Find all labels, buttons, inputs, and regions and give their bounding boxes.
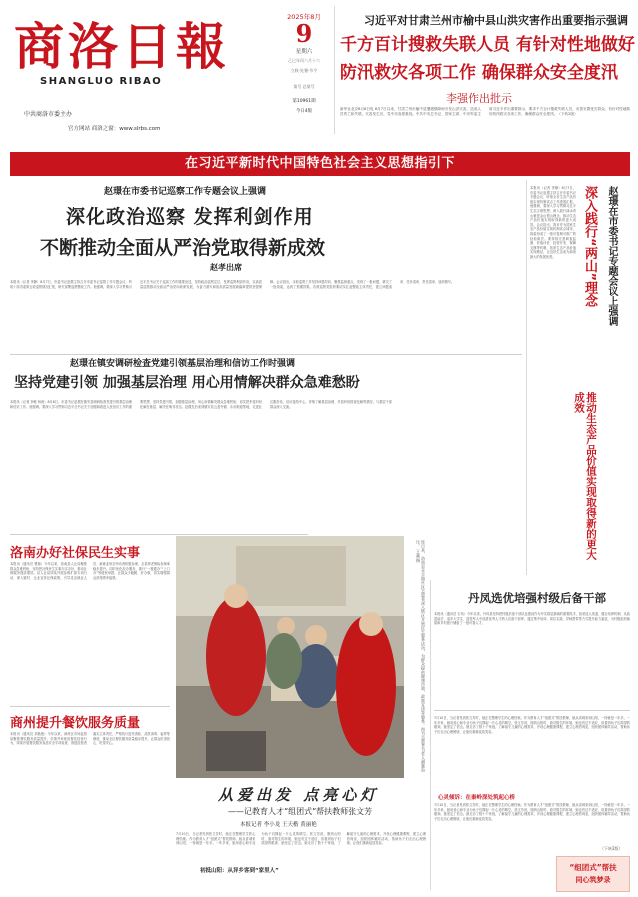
feature-poster-sub: 同心筑梦录 — [575, 876, 611, 884]
feature-headline[interactable]: 从爱出发 点亮心灯 — [218, 786, 380, 804]
banner-text: 在习近平新时代中国特色社会主义思想指引下 — [184, 156, 455, 171]
canyin-headline[interactable]: 商州提升餐饮服务质量 — [10, 716, 141, 731]
jiceng-headline[interactable]: 坚持党建引领 加强基层治理 用心用情解决群众急难愁盼 — [14, 375, 360, 391]
feature-continued: （下转2版） — [600, 846, 623, 851]
shequ-body: 本报讯（通讯员 曹瑞）今年以来，洛南县人社局聚焦群众急难愁盼，坚持把社保民生实事办实办好，推动社保服务提质增效。县人社局持续开展参保扩面专项行动，深入镇村、企业宣传社保政策，引导灵活就业人员、新就业形态劳动者积极参保，全县养老保险参保率稳步提升。同时优化经办服务，推行“一窗通办”“上门办”等便民举措，让群众少跑腿、好办事，切实增强群众获得感幸福感。 — [10, 562, 170, 580]
xunshi-headline-2[interactable]: 不断推动全面从严治党取得新成效 — [40, 237, 326, 259]
volunteer-photo-icon — [176, 536, 404, 778]
xunshi-kicker[interactable]: 赵璟在市委书记巡察工作专题会议上强调 — [104, 187, 267, 197]
top-story-kicker[interactable]: 习近平对甘肃兰州市榆中县山洪灾害作出重要指示强调 — [364, 14, 628, 27]
masthead-pinyin: SHANGLUO RIBAO — [40, 76, 163, 87]
edition-info-3: 今日4版 — [295, 109, 313, 114]
xunshi-body: 本报讯（记者 李静）8月7日，市委书记赵璟主持召开市委书记巡察工作专题会议，听取十届市委第五轮巡察情况汇报，研究部署巡察整改工作。他强调，要深入学习贯彻习近平总书记关于巡视工作的重要论述，坚持政治巡察定位，发挥巡察利剑作用，以高质量巡察推动全面从严治党向纵深发展，为奋力谱写商洛高质量发展新篇章提供坚强保障。会议指出，本轮巡察工作坚持问题导向，聚焦监督重点，发现了一批问题，移交了一批线索，达到了预期效果。各被巡察党组织要切实扛起整改主体责任，建立问题清单、任务清单、责任清单，逐项销号。 — [10, 280, 455, 289]
logo-seal-icon — [12, 18, 267, 72]
serial-number: 第10961期 — [292, 99, 316, 104]
top-story-headline-2[interactable]: 防汛救灾各项工作 确保群众安全度汛 — [340, 63, 618, 83]
feature-body-right-2: 7月10日，当记者见到张文芳时，她正在整理学生的心理档案。作为教育人才“组团式”帮扶教师，她从省城来到山阳，一待就是一年多。一年多来，她用爱心和专业为孩子们撑起一片心灵的晴空。张文芳说，刚到山阳时，面对陌生的环境，她也有过不适应，但看到孩子们渴望的眼神，她坚定了信念。她走访了数十个家庭，了解留守儿童的心理需求，开设心理健康课程，建立心理咨询室，组织团体辅导活动，帮助孩子们走出心理困境，让他们重新绽放笑容。 — [434, 803, 630, 821]
feature-poster-title: “组团式”帮扶 — [569, 863, 617, 872]
date-day: 9 — [295, 19, 313, 48]
lianghua-headline-1[interactable]: 深入践行“两山”理念 — [582, 186, 597, 308]
feature-body: 7月10日，当记者见到张文芳时，她正在整理学生的心理档案。作为教育人才“组团式”帮扶教师，她从省城来到山阳，一待就是一年多。一年多来，她用爱心和专业为孩子们撑起一片心灵的晴空。张文芳说，刚到山阳时，面对陌生的环境，她也有过不适应，但看到孩子们渴望的眼神，她坚定了信念。她走访了数十个家庭，了解留守儿童的心理需求，开设心理健康课程，建立心理咨询室，组织团体辅导活动，帮助孩子们走出心理困境，让他们重新绽放笑容。 — [176, 832, 426, 846]
feature-section-title-2: 心灵倾诉：在秦岭深处筑起心桥 — [438, 795, 516, 801]
feature-subhead: ——记教育人才“组团式”帮扶教师张文芳 — [228, 807, 373, 816]
masthead-logo — [12, 18, 267, 72]
edition-info-1: 立秋·处暑·节令 — [290, 68, 318, 73]
masthead-sponsor: 中共商洛市委主办 — [24, 111, 73, 118]
website-link[interactable]: 官方网站 商洛之窗：www.slrbs.com — [68, 126, 161, 132]
date-year-month: 2025年8月 — [287, 13, 321, 21]
banner-bar — [10, 152, 630, 176]
lianghua-headline-2[interactable]: 推动生态产品价值实现取得新的更大成效 — [573, 392, 597, 560]
ganbu-body: 本报讯（通讯员 石凤）今年以来，丹凤县坚持把村级后备干部队伍建设作为夯实基层基础的重要抓手，拓宽选人渠道，健全培养机制，从致富能手、返乡大学生、退役军人中选拔优秀人才纳入后备干部库，通过集中培训、岗位实践、导师帮带等方式提升能力素质，为村级组织换届和乡村振兴储备了一批可靠人才。 — [434, 612, 630, 626]
date-box — [277, 12, 331, 114]
ganbu-headline[interactable]: 丹凤选优培强村级后备干部 — [468, 591, 606, 605]
feature-body-right: 7月10日，当记者见到张文芳时，她正在整理学生的心理档案。作为教育人才“组团式”帮扶教师，她从省城来到山阳，一待就是一年多。一年多来，她用爱心和专业为孩子们撑起一片心灵的晴空。张文芳说，刚到山阳时，面对陌生的环境，她也有过不适应，但看到孩子们渴望的眼神，她坚定了信念。她走访了数十个家庭，了解留守儿童的心理需求，开设心理健康课程，建立心理咨询室，组织团体辅导活动，帮助孩子们走出心理困境，让他们重新绽放笑容。 — [434, 716, 630, 734]
feature-section-title-1: 初抵山阳：从异乡客到“家里人” — [200, 868, 279, 874]
edition-info-2: 第号 总第号 — [293, 84, 315, 89]
canyin-body: 本报讯（通讯员 刘艳艳）今年以来，商州区市场监管局聚焦餐饮服务质量提升，多措并举规范餐饮经营行为，持续开展餐饮服务食品安全专项检查，督促经营者落实主体责任，严格执行进货查验、清洗消毒、留样等制度，推动全区餐饮服务质量稳步提升，让群众吃得放心、吃得安心。 — [10, 732, 170, 746]
weekday: 星期六 — [295, 49, 313, 55]
lunar-date: 乙巳年闰六月十六 — [288, 58, 320, 63]
top-story-headline-1[interactable]: 千方百计搜救失联人员 有针对性地做好 — [340, 35, 635, 55]
top-story-body: 新华社北京8月8日电 8月7日以来，甘肃兰州市榆中县遭遇强降雨引发山洪灾害，造成人员伤亡和失联。灾害发生后，党中央高度重视。中共中央总书记、国家主席、中央军委主席习近平作出重要指示，要求千方百计搜救失联人员，妥善安置受灾群众，有针对性地做好防汛救灾各项工作，确保群众安全度汛。（下转2版） — [340, 107, 630, 116]
feature-byline: 本报记者 李小龙 王天楷 黄丽艳 — [240, 822, 317, 828]
lianghua-kicker[interactable]: 赵璟在市委书记专题会议上强调 — [606, 186, 617, 326]
xunshi-byline: 赵孝出席 — [210, 262, 242, 272]
svg-text:商洛日報: 商洛日報 — [14, 18, 230, 72]
jiceng-body: 本报讯（记者 李敏 杨涛）8月8日，市委书记赵璟在镇安县调研检查党建引领基层治理和信访工作。他强调，要深入学习贯彻习近平总书记关于加强和改进人民信访工作的重要思想，坚持党建引领，加强基层治理，用心用情解决群众急难愁盼，切实把矛盾纠纷化解在基层、解决在萌芽状态。赵璟先后来到镇安县云盖寺镇、永乐街道等地，走进社区服务站、信访接待中心，详细了解基层治理、矛盾纠纷排查化解等情况，与基层干部群众深入交流。 — [10, 400, 392, 409]
news-photo — [176, 536, 404, 778]
xunshi-headline-1[interactable]: 深化政治巡察 发挥利剑作用 — [66, 206, 314, 228]
lianghua-body: 本报讯（记者 李静）8月7日，市委书记赵璟主持召开市委书记专题会议，听取全市生态产品价值实现机制试点工作进展汇报。他强调，要深入学习贯彻习近平生态文明思想，深入践行绿水青山就是金山银山理念，推动生态产品价值实现取得新的更大成效。会议指出，我市作为国家生态产品价值实现机制试点城市，探索形成了一批可复制可推广的经验做法。要持续完善调查监测、价值评价、经营开发、保障支撑等机制，拓宽生态产品价值实现路径，让良好生态成为商洛最大的发展优势。 — [530, 186, 576, 259]
shequ-headline[interactable]: 洛南办好社保民生实事 — [10, 546, 141, 561]
jiceng-kicker[interactable]: 赵璟在镇安调研检查党建引领基层治理和信访工作时强调 — [70, 359, 296, 369]
feature-poster — [556, 856, 630, 892]
lianghua-headline[interactable] — [573, 186, 635, 566]
photo-caption: 连日来，洛南县永丰镇社区志愿者深入辖区开展民生服务活动，为群众提供健康咨询、政策宣讲等服务。图为志愿者为老人测量血压。 王鑫 摄 — [416, 540, 426, 772]
top-story-subhead[interactable]: 李强作出批示 — [446, 92, 512, 105]
